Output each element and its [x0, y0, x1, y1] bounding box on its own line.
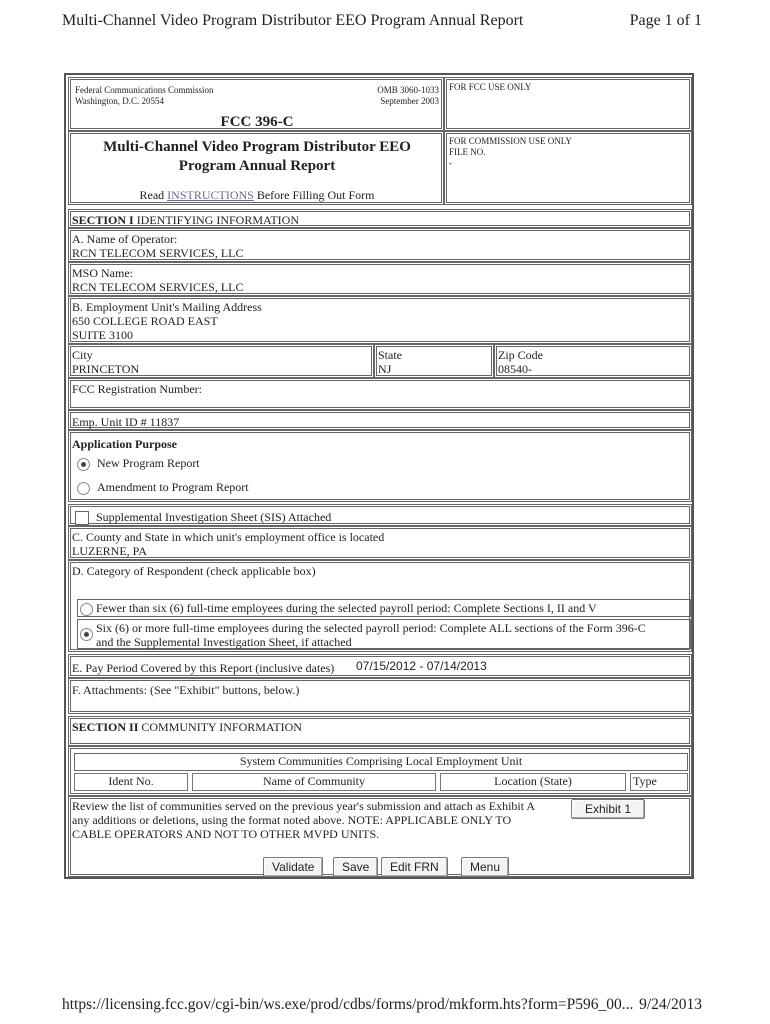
validate-button[interactable]: Validate — [263, 857, 323, 877]
section2-label: SECTION II — [72, 720, 139, 734]
operator-field — [68, 228, 692, 262]
application-purpose — [68, 430, 692, 502]
operator-label: A. Name of Operator: — [72, 232, 178, 246]
emp-unit-id: Emp. Unit ID # 11837 — [72, 415, 180, 429]
page-url: https://licensing.fcc.gov/cgi-bin/ws.exe/prod/cdbs/forms/prod/mkform.hts?form=P596_00... — [62, 996, 634, 1013]
review-line1: Review the list of communities served on the previous year's submission and attach as Exhibit A — [72, 799, 536, 813]
purpose-new-option[interactable] — [77, 456, 200, 471]
page-number: Page 1 of 1 — [629, 12, 702, 29]
fcc-396c-form — [64, 73, 694, 879]
mso-field — [68, 262, 692, 296]
page-title: Multi-Channel Video Program Distributor EEO Program Annual Report — [62, 12, 524, 29]
operator-value[interactable]: RCN TELECOM SERVICES, LLC — [72, 246, 244, 260]
category-six-row[interactable] — [77, 619, 691, 649]
category-label: D. Category of Respondent (check applicable box) — [72, 564, 316, 578]
zip-field — [494, 344, 692, 378]
review-line3: CABLE OPERATORS AND NOT TO OTHER MVPD UNITS. — [72, 827, 380, 841]
zip-label: Zip Code — [498, 348, 543, 362]
address-label: B. Employment Unit's Mailing Address — [72, 300, 262, 314]
section1-header — [68, 209, 692, 228]
section1-title: IDENTIFYING INFORMATION — [136, 213, 300, 227]
form-title-line1: Multi-Channel Video Program Distributor EEO — [103, 139, 411, 155]
frn-label: FCC Registration Number: — [72, 382, 202, 396]
fcc-use-label: FOR FCC USE ONLY — [449, 82, 532, 92]
category-six-radio[interactable] — [80, 628, 93, 641]
file-no-label: FILE NO. — [449, 147, 486, 157]
purpose-amend-radio[interactable] — [77, 482, 90, 495]
category-field — [68, 560, 692, 652]
city-label: City — [72, 348, 93, 362]
frn-field — [68, 378, 692, 410]
form-number: FCC 396-C — [220, 114, 294, 130]
mso-label: MSO Name: — [72, 266, 133, 280]
zip-value[interactable]: 08540- — [498, 362, 532, 376]
city-field — [68, 344, 374, 378]
state-value[interactable]: NJ — [378, 362, 392, 376]
purpose-new-label: New Program Report — [97, 456, 200, 470]
sis-field — [68, 504, 692, 526]
file-no-value: - — [449, 158, 452, 168]
attachments-label: F. Attachments: (See "Exhibit" buttons, below.) — [72, 683, 300, 697]
review-line2: any additions or deletions, using the format noted above. NOTE: APPLICABLE ONLY TO — [72, 813, 512, 827]
county-label: C. County and State in which unit's employment office is located — [72, 530, 385, 544]
sis-label: Supplemental Investigation Sheet (SIS) Attached — [96, 510, 332, 524]
category-fewer-label: Fewer than six (6) full-time employees during the selected payroll period: Complete Sections I, II and V — [96, 601, 597, 615]
agency-line1: Federal Communications Commission — [75, 85, 214, 95]
col-location-state: Location (State) — [440, 773, 626, 791]
state-label: State — [378, 348, 402, 362]
col-type: Type — [630, 773, 688, 791]
fcc-use-box — [444, 77, 692, 131]
category-six-line1: Six (6) or more full-time employees during the selected payroll period: Complete ALL sections of the Form 396-C — [96, 621, 646, 635]
review-block — [68, 796, 692, 877]
agency-line2: Washington, D.C. 20554 — [75, 96, 165, 106]
attachments-field — [68, 678, 692, 714]
pay-period-field — [68, 654, 692, 678]
sis-checkbox[interactable] — [75, 511, 89, 525]
purpose-label: Application Purpose — [72, 437, 178, 451]
edit-frn-button[interactable]: Edit FRN — [381, 857, 448, 877]
address-line1[interactable]: 650 COLLEGE ROAD EAST — [72, 314, 218, 328]
communities-table — [68, 746, 692, 796]
col-ident-no: Ident No. — [74, 773, 188, 791]
agency-box — [68, 77, 444, 131]
pay-period-value[interactable]: 07/15/2012 - 07/14/2013 — [356, 659, 487, 673]
omb-date: September 2003 — [380, 96, 439, 106]
commission-use-box — [444, 131, 692, 205]
category-fewer-radio[interactable] — [80, 603, 93, 616]
address-field — [68, 296, 692, 344]
section1-label: SECTION I — [72, 213, 134, 227]
commission-use-label: FOR COMMISSION USE ONLY — [449, 136, 572, 146]
exhibit-1-button[interactable]: Exhibit 1 — [571, 799, 645, 819]
communities-table-title: System Communities Comprising Local Employment Unit — [74, 753, 688, 771]
pay-period-label: E. Pay Period Covered by this Report (inclusive dates) — [72, 661, 335, 675]
county-field — [68, 526, 692, 560]
title-box — [68, 131, 444, 205]
section2-title: COMMUNITY INFORMATION — [141, 720, 302, 734]
print-date: 9/24/2013 — [639, 996, 702, 1013]
city-value[interactable]: PRINCETON — [72, 362, 140, 376]
read-instructions: Read INSTRUCTIONS Before Filling Out Form — [139, 188, 375, 202]
address-line2[interactable]: SUITE 3100 — [72, 328, 133, 342]
section2-header — [68, 716, 692, 746]
menu-button[interactable]: Menu — [461, 857, 509, 877]
purpose-amend-label: Amendment to Program Report — [97, 480, 249, 494]
mso-value[interactable]: RCN TELECOM SERVICES, LLC — [72, 280, 244, 294]
category-fewer-row[interactable] — [77, 599, 691, 617]
state-field — [374, 344, 494, 378]
col-community-name: Name of Community — [192, 773, 436, 791]
omb-number: OMB 3060-1033 — [377, 85, 439, 95]
save-button[interactable]: Save — [333, 857, 378, 877]
form-title-line2: Program Annual Report — [178, 158, 336, 174]
purpose-amend-option[interactable] — [77, 480, 249, 495]
county-value[interactable]: LUZERNE, PA — [72, 544, 147, 558]
category-six-line2: and the Supplemental Investigation Sheet, if attached — [96, 635, 352, 649]
purpose-new-radio[interactable] — [77, 458, 90, 471]
instructions-link[interactable]: INSTRUCTIONS — [167, 188, 254, 202]
emp-unit-field — [68, 410, 692, 430]
